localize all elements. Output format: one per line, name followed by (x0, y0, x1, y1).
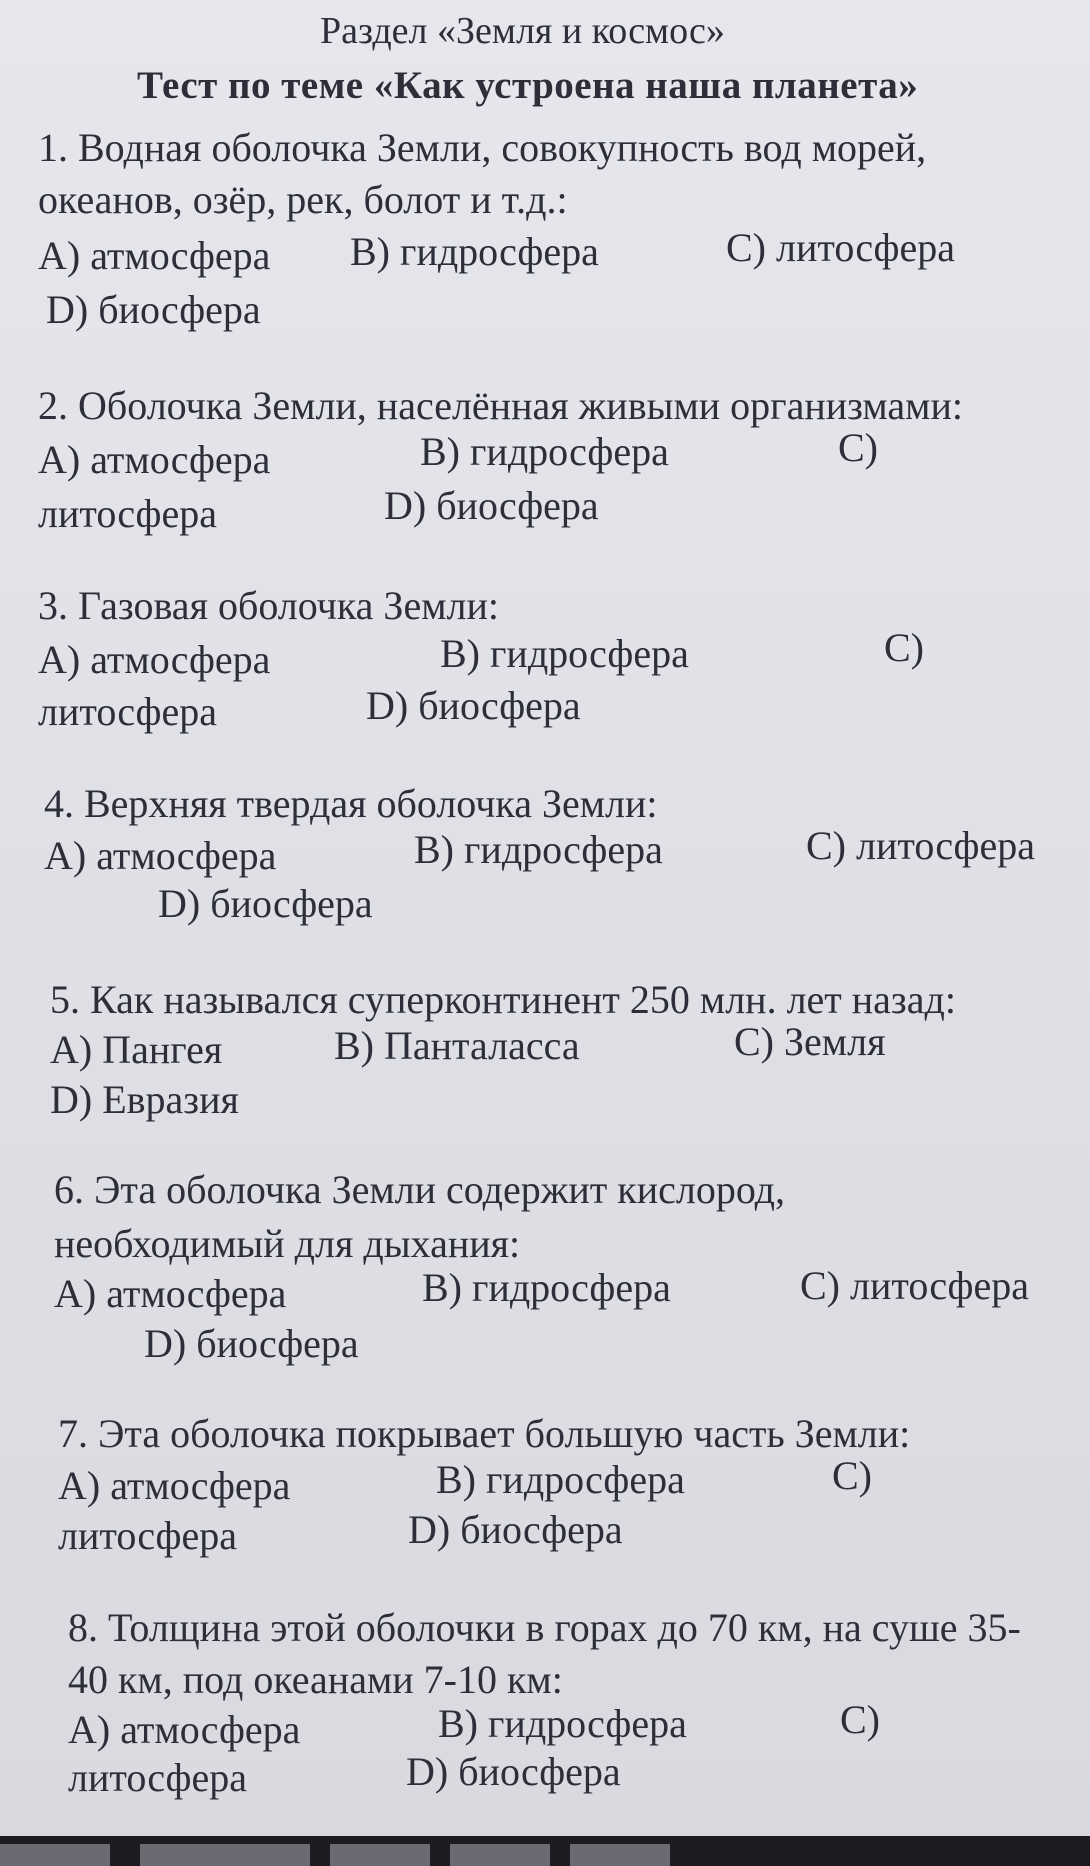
question-2-text: 2. Оболочка Земли, населённая живыми организмами: (38, 383, 963, 428)
question-6-option-b: B) гидросфера (422, 1265, 671, 1310)
question-7-option-b: B) гидросфера (436, 1457, 685, 1502)
question-2-option-a: A) атмосфера (38, 437, 271, 482)
question-5-option-d: D) Евразия (50, 1077, 239, 1122)
question-2-option-d: D) биосфера (384, 483, 599, 528)
question-4-option-c: C) литосфера (806, 823, 1035, 868)
question-6-text-cont: необходимый для дыхания: (54, 1221, 521, 1266)
question-8-option-a: A) атмосфера (68, 1707, 301, 1752)
question-3-option-a: A) атмосфера (38, 637, 271, 682)
question-3-option-c-cont: литосфера (38, 689, 217, 734)
question-8-option-c-cont: литосфера (68, 1755, 247, 1800)
question-2-option-c: C) (838, 425, 878, 470)
question-1-option-a: A) атмосфера (38, 233, 271, 278)
question-4-option-a: A) атмосфера (44, 833, 277, 878)
keyboard-key (570, 1844, 670, 1866)
question-6-option-d: D) биосфера (144, 1321, 359, 1366)
question-8-option-b: B) гидросфера (438, 1701, 687, 1746)
question-4-option-d: D) биосфера (158, 881, 373, 926)
question-7-option-d: D) биосфера (408, 1507, 623, 1552)
question-6-option-c: C) литосфера (800, 1263, 1029, 1308)
question-2-option-c-cont: литосфера (38, 491, 217, 536)
question-5-option-c: C) Земля (734, 1019, 886, 1064)
question-4-option-b: B) гидросфера (414, 827, 663, 872)
question-5-text: 5. Как назывался суперконтинент 250 млн. лет назад: (50, 977, 956, 1022)
question-8-text-cont: 40 км, под океанами 7-10 км: (68, 1657, 563, 1702)
question-1-option-d: D) биосфера (46, 287, 261, 332)
question-5-option-a: A) Пангея (50, 1027, 223, 1072)
question-4-text: 4. Верхняя твердая оболочка Земли: (44, 781, 658, 826)
question-2-option-b: B) гидросфера (420, 429, 669, 474)
keyboard-key (330, 1844, 430, 1866)
question-7-option-c: C) (832, 1453, 872, 1498)
test-title: Тест по теме «Как устроена наша планета» (137, 64, 919, 107)
question-6-text: 6. Эта оболочка Земли содержит кислород, (54, 1167, 786, 1212)
question-7-option-a: A) атмосфера (58, 1463, 291, 1508)
question-8-option-d: D) биосфера (406, 1749, 621, 1794)
question-1-text-cont: океанов, озёр, рек, болот и т.д.: (38, 177, 568, 222)
question-3-option-c: C) (884, 625, 924, 670)
question-1-option-b: B) гидросфера (350, 229, 599, 274)
question-6-option-a: A) атмосфера (54, 1271, 287, 1316)
question-5-option-b: B) Панталасса (334, 1023, 580, 1068)
question-3-option-b: B) гидросфера (440, 631, 689, 676)
keyboard-key (0, 1844, 110, 1866)
question-7-option-c-cont: литосфера (58, 1513, 237, 1558)
question-8-option-c: C) (840, 1697, 880, 1742)
section-title: Раздел «Земля и космос» (320, 10, 725, 52)
keyboard-key (450, 1844, 550, 1866)
question-7-text: 7. Эта оболочка покрывает большую часть Земли: (58, 1411, 911, 1456)
question-3-option-d: D) биосфера (366, 683, 581, 728)
question-8-text: 8. Толщина этой оболочки в горах до 70 км, на суше 35- (68, 1605, 1021, 1650)
question-1-text: 1. Водная оболочка Земли, совокупность вод морей, (38, 125, 927, 170)
question-1-option-c: C) литосфера (726, 225, 955, 270)
keyboard-key (140, 1844, 310, 1866)
question-3-text: 3. Газовая оболочка Земли: (38, 583, 499, 628)
